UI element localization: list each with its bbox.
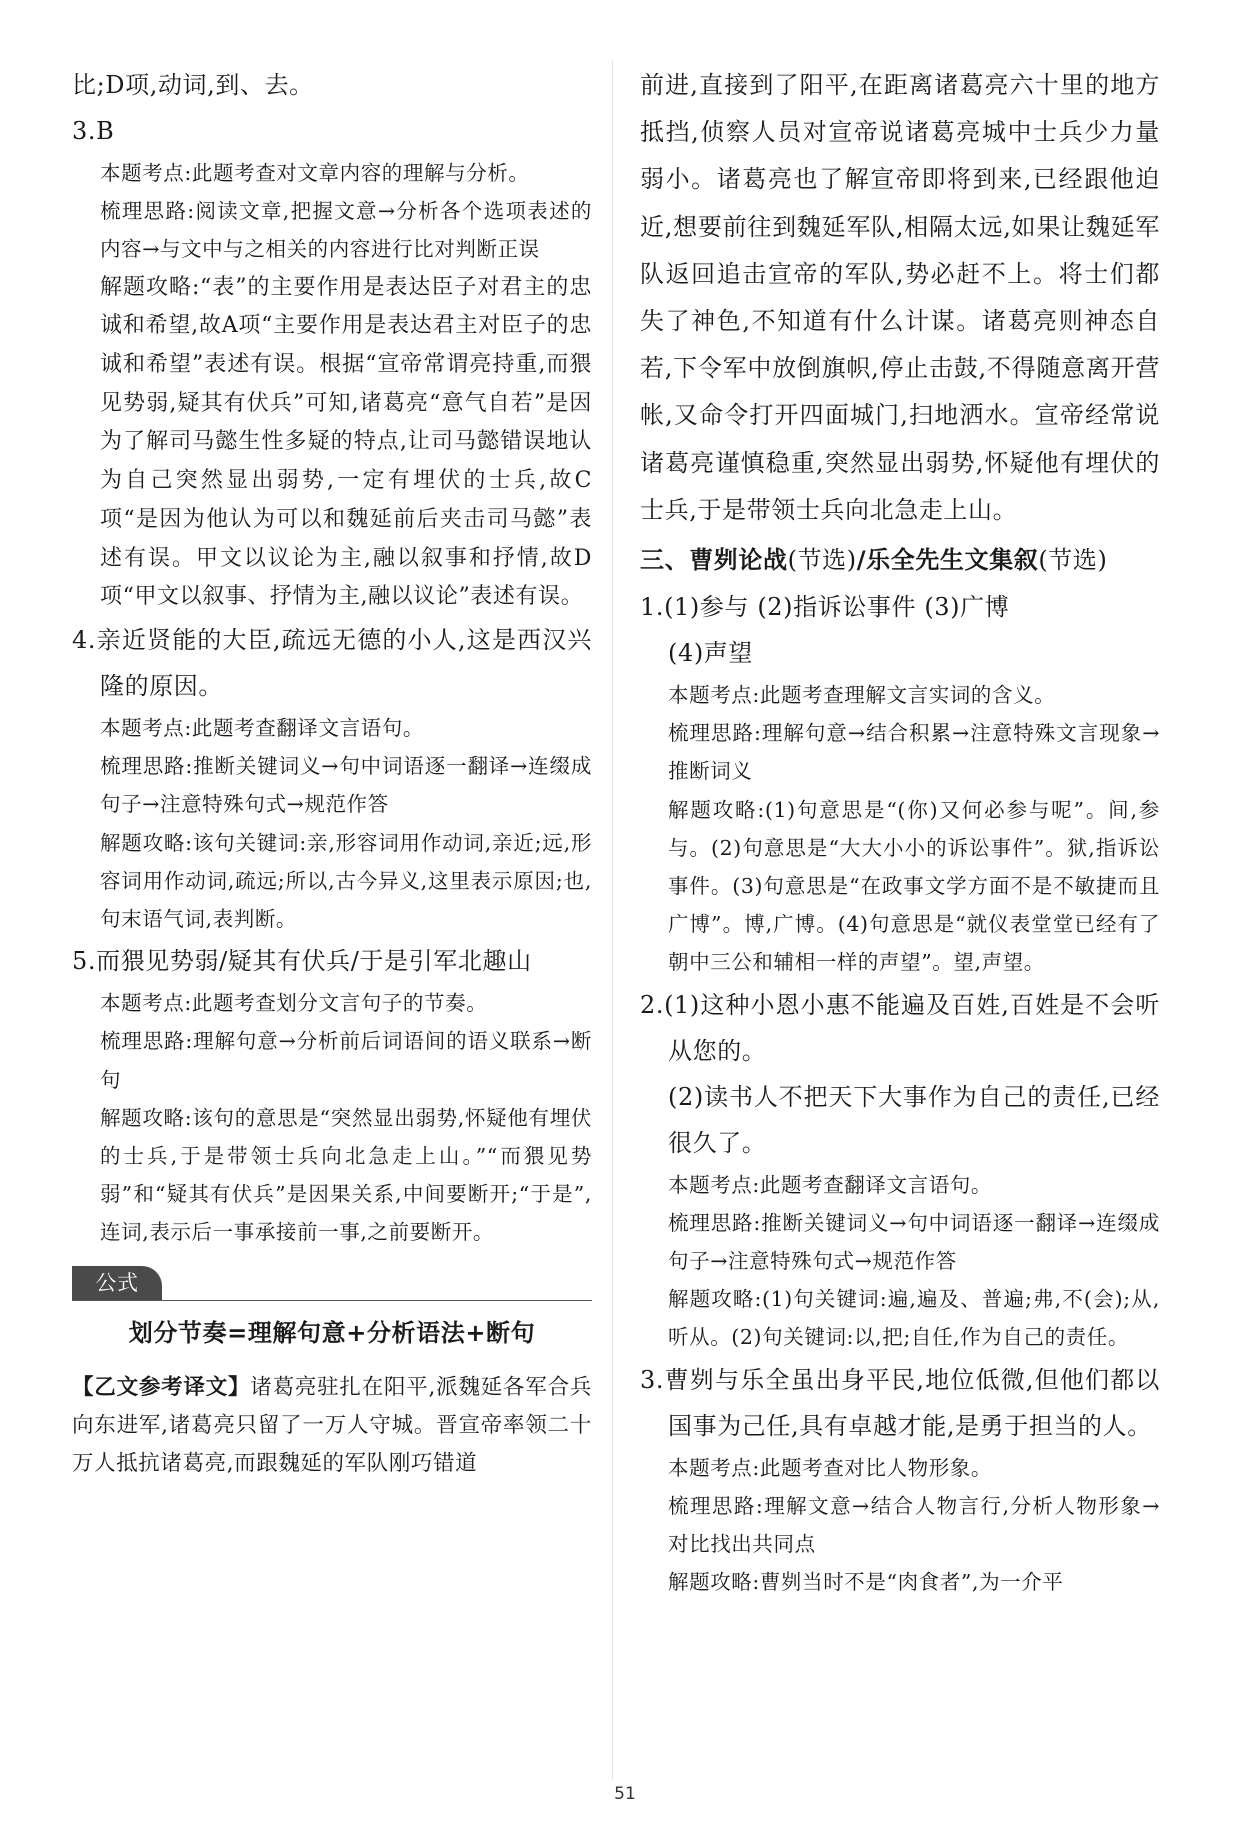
r-q3-strategy: 解题攻略:曹刿当时不是“肉食者”,为一介平: [668, 1570, 1064, 1595]
r-q2-point: 本题考点:此题考查翻译文言语句。: [668, 1172, 993, 1197]
page-number: 51: [614, 1784, 636, 1804]
formula-header: [72, 1266, 592, 1301]
translation-paragraph: [72, 1369, 592, 1483]
section-sub-b: (节选): [1038, 546, 1108, 575]
r-q2-strategy: 解题攻略:(1)句关键词:遍,遍及、普遍;弗,不(会);从,听从。(2)句关键词:以,把;自任,作为自己的责任。: [668, 1287, 1160, 1350]
r-q1-answer-line2: (4)声望: [668, 639, 753, 668]
left-column: [72, 62, 592, 1483]
q5-strategy: 解题攻略:该句的意思是“突然显出弱势,怀疑他有埋伏的士兵,于是带领士兵向北急走上山。”“而猥见势弱”和“疑其有伏兵”是因果关系,中间要断开;“于是”,连词,表示后一事承接前一事,之前要断开。: [100, 1105, 592, 1245]
r-q3-approach: 梳理思路:理解文意→结合人物言行,分析人物形象→对比找出共同点: [668, 1493, 1160, 1557]
r-q2-answer1: 2.(1)这种小恩小惠不能遍及百姓,百姓是不会听从您的。: [640, 990, 1160, 1065]
q5-point: 本题考点:此题考查划分文言句子的节奏。: [100, 991, 488, 1016]
q4-strategy: 解题攻略:该句关键词:亲,形容词用作动词,亲近;远,形容词用作动词,疏远;所以,古今异义,这里表示原因;也,句末语气词,表判断。: [100, 830, 592, 931]
translation-continuation: 前进,直接到了阳平,在距离诸葛亮六十里的地方抵挡,侦察人员对宣帝说诸葛亮城中士兵少力量弱小。诸葛亮也了解宣帝即将到来,已经跟他迫近,想要前往到魏延军队,相隔太远,如果让魏延军队返回追击宣帝的军队,势必赶不上。将士们都失了神色,不知道有什么计谋。诸葛亮则神态自若,下令军中放倒旗帜,停止击鼓,不得随意离开营帐,又命令打开四面城门,扫地洒水。宣帝经常说诸葛亮谨慎稳重,突然显出弱势,怀疑他有埋伏的士兵,于是带领士兵向北急走上山。: [640, 71, 1160, 524]
q5-approach: 梳理思路:理解句意→分析前后词语间的语义联系→断句: [100, 1029, 592, 1092]
section-title-a: 三、曹刿论战: [640, 546, 788, 575]
translation-text: 诸葛亮驻扎在阳平,派魏延各军合兵向东进军,诸葛亮只留了一万人守城。晋宣帝率领二十万人抵抗诸葛亮,而跟魏延的军队刚巧错道: [72, 1374, 592, 1476]
formula-text: 划分节奏=理解句意+分析语法+断句: [128, 1318, 536, 1347]
r-q3-answer: 3.曹刿与乐全虽出身平民,地位低微,但他们都以国事为己任,具有卓越才能,是勇于担当的人。: [640, 1365, 1160, 1440]
r-q2-answer2: (2)读书人不把天下大事作为自己的责任,已经很久了。: [668, 1082, 1160, 1157]
q4-answer: 4.亲近贤能的大臣,疏远无德的小人,这是西汉兴隆的原因。: [72, 625, 592, 700]
q4-approach: 梳理思路:推断关键词义→句中词语逐一翻译→连缀成句子→注意特殊句式→规范作答: [100, 754, 592, 817]
q4-point: 本题考点:此题考查翻译文言语句。: [100, 715, 425, 740]
q3-answer: 3.B: [72, 117, 115, 145]
r-q1-strategy: 解题攻略:(1)句意思是“(你)又何必参与呢”。间,参与。(2)句意思是“大大小小的诉讼事件”。狱,指诉讼事件。(3)句意思是“在政事文学方面不是不敏捷而且广博”。博,广博。(4)句意思是“就仪表堂堂已经有了朝中三公和辅相一样的声望”。望,声望。: [668, 797, 1160, 975]
q3-point: 本题考点:此题考查对文章内容的理解与分析。: [100, 161, 530, 185]
r-q1-approach: 梳理思路:理解句意→结合积累→注意特殊文言现象→推断词义: [668, 721, 1160, 784]
right-column: [640, 62, 1160, 1601]
section-sub-a: (节选): [787, 546, 857, 575]
q3-approach: 梳理思路:阅读文章,把握文意→分析各个选项表述的内容→与文中与之相关的内容进行比对判断正误: [100, 199, 592, 262]
column-divider: [612, 60, 613, 1780]
r-q1-answer-line1: 1.(1)参与 (2)指诉讼事件 (3)广博: [640, 593, 1010, 622]
translation-label: 【乙文参考译文】: [72, 1374, 251, 1400]
section-title: [640, 536, 1160, 584]
q5-answer: 5.而猥见势弱/疑其有伏兵/于是引军北趣山: [72, 947, 532, 976]
r-q1-point: 本题考点:此题考查理解文言实词的含义。: [668, 683, 1056, 708]
section-title-b: /乐全先生文集叙: [856, 546, 1039, 575]
q3-strategy: 解题攻略:“表”的主要作用是表达臣子对君主的忠诚和希望,故A项“主要作用是表达君主对臣子的忠诚和希望”表述有误。根据“宣帝常谓亮持重,而猥见势弱,疑其有伏兵”可知,诸葛亮“意气自若”是因为了解司马懿生性多疑的特点,让司马懿错误地认为自己突然显出弱势,一定有埋伏的士兵,故C项“是因为他认为可以和魏延前后夹击司马懿”表述有误。甲文以议论为主,融以叙事和抒情,故D项“甲文以叙事、抒情为主,融以议论”表述有误。: [100, 274, 592, 610]
r-q3-point: 本题考点:此题考查对比人物形象。: [668, 1455, 993, 1480]
formula-tag: 公式: [72, 1266, 162, 1300]
answer-continuation: 比;D项,动词,到、去。: [72, 71, 314, 99]
r-q2-approach: 梳理思路:推断关键词义→句中词语逐一翻译→连缀成句子→注意特殊句式→规范作答: [668, 1210, 1160, 1274]
